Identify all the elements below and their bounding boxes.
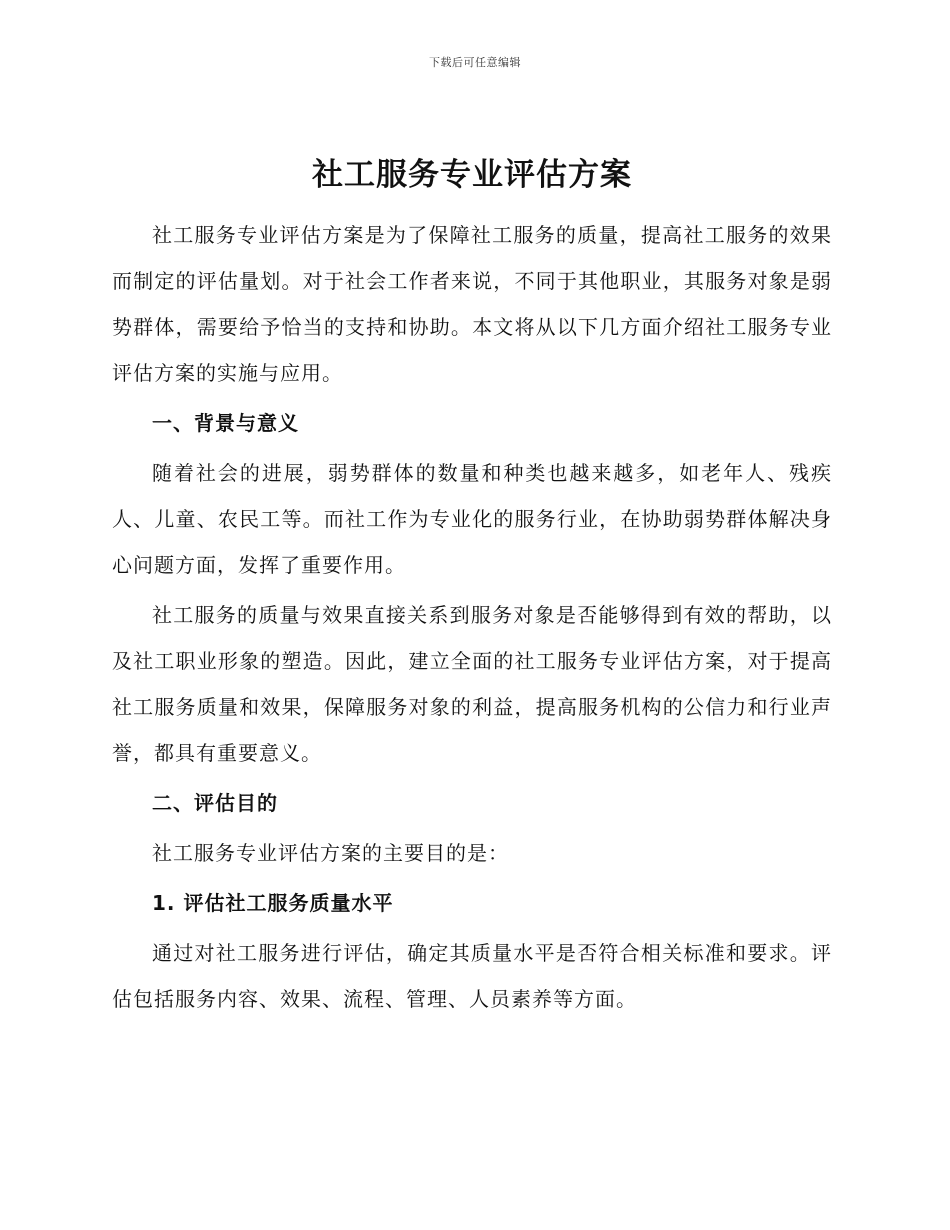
background-paragraph-2: 社工服务的质量与效果直接关系到服务对象是否能够得到有效的帮助，以及社工职业形象的塑造。因此，建立全面的社工服务专业评估方案，对于提高社工服务质量和效果，保障服务对象的利益，提高服务机构的公信力和行业声誉，都具有重要意义。 — [112, 603, 832, 765]
intro-paragraph: 社工服务专业评估方案是为了保障社工服务的质量，提高社工服务的效果而制定的评估量划。对于社会工作者来说，不同于其他职业，其服务对象是弱势群体，需要给予恰当的支持和协助。本文将从以下几方面介绍社工服务专业评估方案的实施与应用。 — [112, 223, 832, 385]
purpose-intro-paragraph: 社工服务专业评估方案的主要目的是： — [152, 841, 509, 865]
document-title: 社工服务专业评估方案 — [312, 157, 632, 193]
header-note: 下载后可任意编辑 — [429, 56, 521, 69]
document-body — [112, 148, 832, 1022]
subsection-heading-quality: 1. 评估社工服务质量水平 — [152, 891, 394, 915]
background-paragraph-1: 随着社会的进展，弱势群体的数量和种类也越来越多，如老年人、残疾人、儿童、农民工等。而社工作为专业化的服务行业，在协助弱势群体解决身心问题方面，发挥了重要作用。 — [112, 461, 832, 577]
section-heading-purpose: 二、评估目的 — [152, 791, 278, 815]
quality-paragraph: 通过对社工服务进行评估，确定其质量水平是否符合相关标准和要求。评估包括服务内容、效果、流程、管理、人员素养等方面。 — [112, 941, 832, 1011]
section-heading-background: 一、背景与意义 — [152, 411, 299, 435]
